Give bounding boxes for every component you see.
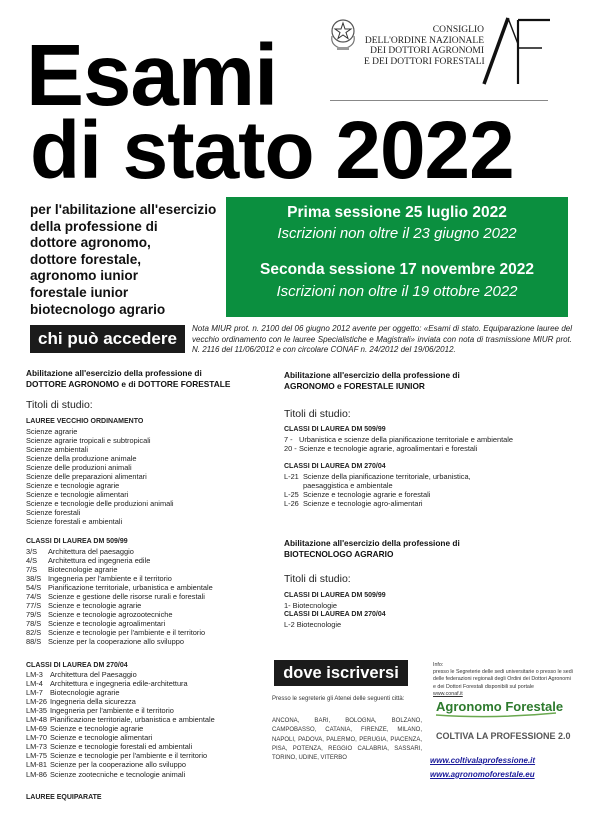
list-item <box>284 490 471 499</box>
list-item <box>26 742 215 751</box>
second-session-date: Seconda sessione 17 novembre 2022 <box>260 261 534 278</box>
subtitle-line: biotecnologo agrario <box>30 301 166 317</box>
class-name: Biotecnologie agrarie <box>48 565 118 575</box>
class-code: 77/S <box>26 601 42 611</box>
bio-dm509-item: 1- Biotecnologie <box>284 601 338 610</box>
class-name: Scienze e tecnologie agro-alimentari <box>303 499 423 509</box>
conaf-link[interactable]: www.conaf.it <box>433 690 463 697</box>
titoli-di-studio-label: Titoli di studio: <box>284 408 351 420</box>
class-code: 3/S <box>26 547 38 556</box>
agronomoforestale-link[interactable]: www.agronomoforestale.eu <box>430 770 535 779</box>
list-item <box>284 472 471 481</box>
list-item: Scienze delle produzioni animali <box>26 463 132 473</box>
list-item: Scienze agrarie tropicali e subtropicali <box>26 436 151 446</box>
list-item: Scienze delle preparazioni alimentari <box>26 472 147 482</box>
italian-republic-emblem-icon <box>328 14 358 52</box>
class-code: LM-86 <box>26 769 47 779</box>
coltiva-logo-text: COLTIVA LA PROFESSIONE 2.0 <box>436 731 571 741</box>
list-item <box>26 688 215 697</box>
heading-line: BIOTECNOLOGO AGRARIO <box>284 548 394 559</box>
class-code: LM-3 <box>26 670 43 679</box>
conaf-monogram-logo-icon <box>478 10 558 90</box>
class-name: Pianificazione territoriale, urbanistica e ambientale <box>50 715 215 725</box>
class-name: Pianificazione territoriale, urbanistica e ambientale <box>48 583 213 593</box>
council-line-2: DELL'ORDINE NAZIONALE <box>364 35 484 46</box>
class-code: 78/S <box>26 619 42 629</box>
cities-list: ANCONA, BARI, BOLOGNA, BOLZANO, CAMPOBASSO, CATANIA, FIRENZE, MILANO, NAPOLI, PADOVA, PALERMO, PERUGIA, PIACENZA, PISA, POTENZA, REGGIO CALABRIA, SASSARI, TORINO, UDINE, VITERBO <box>272 718 422 762</box>
titoli-di-studio-label: Titoli di studio: <box>284 573 351 585</box>
coltiva-la-professione-logo-icon <box>434 727 574 745</box>
class-code: 82/S <box>26 628 42 638</box>
page-title-line2: di stato 2022 <box>30 105 514 196</box>
class-code: L-25 <box>284 490 299 500</box>
vecchio-ordinamento-list <box>26 427 174 527</box>
bio-dm270-heading: CLASSI DI LAUREA DM 270/04 <box>284 611 386 618</box>
class-name: Ingegneria per l'ambiente e il territorio <box>50 706 174 716</box>
class-code: 7/S <box>26 565 38 575</box>
first-session-deadline: Iscrizioni non oltre il 23 giugno 2022 <box>277 225 517 242</box>
iunior-dm509-list <box>284 435 513 453</box>
class-name: Scienze e tecnologie agrarie <box>48 601 142 611</box>
class-code: 54/S <box>26 583 42 593</box>
council-name <box>364 25 484 67</box>
info-box <box>433 662 573 698</box>
class-name: Ingegneria per l'ambiente e il territorio <box>48 574 172 584</box>
subtitle-line: dottore forestale, <box>30 251 142 267</box>
list-item <box>26 574 213 583</box>
miur-note: Nota MIUR prot. n. 2100 del 06 giugno 2012 avente per oggetto: «Esami di stato. Equiparazione lauree del vecchio ordinamento con le lauree Specialistiche e Magistrali» inviata con nota di trasmissione MIUR prot. N. 2116 del 11/06/2012 e con circolare CONAF n. 24/2012 del 19/06/2012. <box>192 324 572 355</box>
header-divider <box>330 100 548 101</box>
list-item: Scienze della produzione animale <box>26 454 137 464</box>
class-code: 79/S <box>26 610 42 620</box>
list-item <box>26 670 215 679</box>
class-name: Architettura del paesaggio <box>48 547 134 556</box>
heading-line: Abilitazione all'esercizio della professione di <box>26 368 202 378</box>
list-item: Scienze e tecnologie delle produzioni animali <box>26 499 174 509</box>
class-name: Scienze della pianificazione territoriale, urbanistica, <box>303 472 471 481</box>
subtitle-line: per l'abilitazione all'esercizio <box>30 202 217 217</box>
class-name: Architettura e ingegneria edile-architettura <box>50 679 188 689</box>
subtitle-line: della professione di <box>30 218 158 234</box>
class-name: Scienze per la cooperazione allo sviluppo <box>50 760 186 770</box>
second-session-deadline: Iscrizioni non oltre il 19 ottobre 2022 <box>276 283 518 300</box>
list-item <box>26 679 215 688</box>
info-text: presso le Segreterie delle sedi universitarie o presso le sedi delle federazioni regionali degli Ordini dei Dottori Agronomi e dei Dottori Forestali disponibili sul portale <box>433 669 573 690</box>
list-item: Scienze forestali e ambientali <box>26 517 123 527</box>
class-code: 20 - <box>284 444 297 454</box>
page-title-line1: Esami <box>26 27 278 124</box>
list-item <box>26 770 215 779</box>
dm270-list <box>26 670 215 779</box>
class-code: LM-4 <box>26 679 43 689</box>
list-item: Scienze e tecnologie alimentari <box>26 490 129 500</box>
info-label: Info: <box>433 662 444 668</box>
class-code: LM-81 <box>26 760 47 770</box>
heading-line: Abilitazione all'esercizio della professione di <box>284 370 460 380</box>
class-code: LM-35 <box>26 706 47 716</box>
council-line-1: CONSIGLIO <box>432 25 484 35</box>
agronomo-forestale-heading <box>26 368 266 389</box>
list-item: Scienze agrarie <box>26 427 78 436</box>
titoli-di-studio-label: Titoli di studio: <box>26 399 93 411</box>
class-code: LM-73 <box>26 742 47 752</box>
class-code: LM-70 <box>26 733 47 743</box>
heading-line: AGRONOMO e FORESTALE IUNIOR <box>284 380 425 391</box>
list-item <box>26 760 215 769</box>
list-item <box>26 697 215 706</box>
class-code: LM-75 <box>26 751 47 761</box>
coltivalaprofessione-link[interactable]: www.coltivalaprofessione.it <box>430 756 536 765</box>
iunior-heading <box>284 370 534 391</box>
class-code: 4/S <box>26 556 38 566</box>
list-item <box>284 444 513 453</box>
sessions-box <box>226 197 568 317</box>
agronomo-logo-text: Agronomo Forestale <box>436 699 564 714</box>
list-item <box>26 601 213 610</box>
class-name: Urbanistica e scienze della pianificazione territoriale e ambientale <box>299 435 514 444</box>
subtitle-line: agronomo iunior <box>30 268 138 284</box>
class-name: Scienze e tecnologie per l'ambiente e il territorio <box>48 628 206 638</box>
list-item <box>26 751 215 760</box>
list-item <box>26 583 213 592</box>
biotecnologo-heading <box>284 538 534 559</box>
dm270-heading: CLASSI DI LAUREA DM 270/04 <box>26 662 128 669</box>
class-name: Scienze e gestione delle risorse rurali e forestali <box>48 592 205 602</box>
subtitle-line: dottore agronomo, <box>30 235 151 251</box>
list-item <box>26 547 213 556</box>
chi-puo-accedere-label: chi può accedere <box>30 325 185 353</box>
class-name: Scienze zootecniche e tecnologie animali <box>50 769 186 779</box>
class-name: Architettura ed ingegneria edile <box>48 556 151 566</box>
subtitle <box>30 202 220 318</box>
class-name: Scienze e tecnologie per l'ambiente e il territorio <box>50 751 208 761</box>
dm509-heading: CLASSI DI LAUREA DM 509/99 <box>26 538 128 545</box>
class-name: Architettura del Paesaggio <box>50 670 137 679</box>
list-item <box>284 499 471 508</box>
iunior-dm270-heading: CLASSI DI LAUREA DM 270/04 <box>284 463 386 470</box>
list-item <box>26 733 215 742</box>
heading-line: DOTTORE AGRONOMO e di DOTTORE FORESTALE <box>26 378 231 389</box>
class-name: Scienze e tecnologie alimentari <box>50 733 153 743</box>
class-code: L-26 <box>284 499 299 509</box>
list-item <box>26 592 213 601</box>
iunior-dm270-list <box>284 472 471 508</box>
heading-line: Abilitazione all'esercizio della professione di <box>284 538 460 548</box>
segreterie-note: Presso le segreterie gli Atenei delle seguenti città: <box>272 696 405 702</box>
list-item: Scienze forestali <box>26 508 81 518</box>
list-item <box>26 637 213 646</box>
class-name: Scienze e tecnologie agrarie, agroalimentari e forestali <box>299 444 478 454</box>
list-item <box>284 435 513 444</box>
class-name: Scienze e tecnologie agrozootecniche <box>48 610 173 620</box>
class-code: 88/S <box>26 637 42 647</box>
list-item <box>26 628 213 637</box>
class-code: 38/S <box>26 574 42 584</box>
class-name: Scienze e tecnologie agroalimentari <box>48 619 166 629</box>
class-code: LM-69 <box>26 724 47 734</box>
vecchio-ordinamento-heading: LAUREE VECCHIO ORDINAMENTO <box>26 418 144 425</box>
list-item: Scienze ambientali <box>26 445 89 455</box>
list-item <box>26 619 213 628</box>
class-name: Ingegneria della sicurezza <box>50 697 136 707</box>
agronomo-forestale-logo-icon <box>434 694 564 720</box>
class-code: LM-7 <box>26 688 43 698</box>
list-item <box>26 715 215 724</box>
list-item <box>26 706 215 715</box>
bio-dm509-heading: CLASSI DI LAUREA DM 509/99 <box>284 592 386 599</box>
class-name: Scienze e tecnologie agrarie e forestali <box>303 490 431 500</box>
subtitle-line: forestale iunior <box>30 284 129 300</box>
dove-iscriversi-label: dove iscriversi <box>274 660 408 686</box>
first-session-date: Prima sessione 25 luglio 2022 <box>287 204 507 221</box>
class-name: Scienze per la cooperazione allo sviluppo <box>48 637 184 647</box>
bio-dm270-item: L-2 Biotecnologie <box>284 620 342 629</box>
list-item-continued: paesaggistica e ambientale <box>303 481 393 491</box>
class-name: Scienze e tecnologie forestali ed ambientali <box>50 742 193 752</box>
list-item <box>26 556 213 565</box>
list-item <box>26 565 213 574</box>
class-name: Biotecnologie agrarie <box>50 688 120 698</box>
class-name: Scienze e tecnologie agrarie <box>50 724 144 734</box>
lauree-equiparate-heading: LAUREE EQUIPARATE <box>26 794 102 801</box>
list-item <box>26 724 215 733</box>
list-item: Scienze e tecnologie agrarie <box>26 481 120 491</box>
class-code: 7 - <box>284 435 293 444</box>
list-item <box>26 610 213 619</box>
council-line-3: DEI DOTTORI AGRONOMI <box>370 46 484 56</box>
class-code: LM-26 <box>26 697 47 707</box>
iunior-dm509-heading: CLASSI DI LAUREA DM 509/99 <box>284 426 386 433</box>
class-code: 74/S <box>26 592 42 602</box>
dm509-list <box>26 547 213 647</box>
class-code: LM-48 <box>26 715 47 725</box>
class-code: L-21 <box>284 472 299 481</box>
council-line-4: E DEI DOTTORI FORESTALI <box>364 56 485 67</box>
